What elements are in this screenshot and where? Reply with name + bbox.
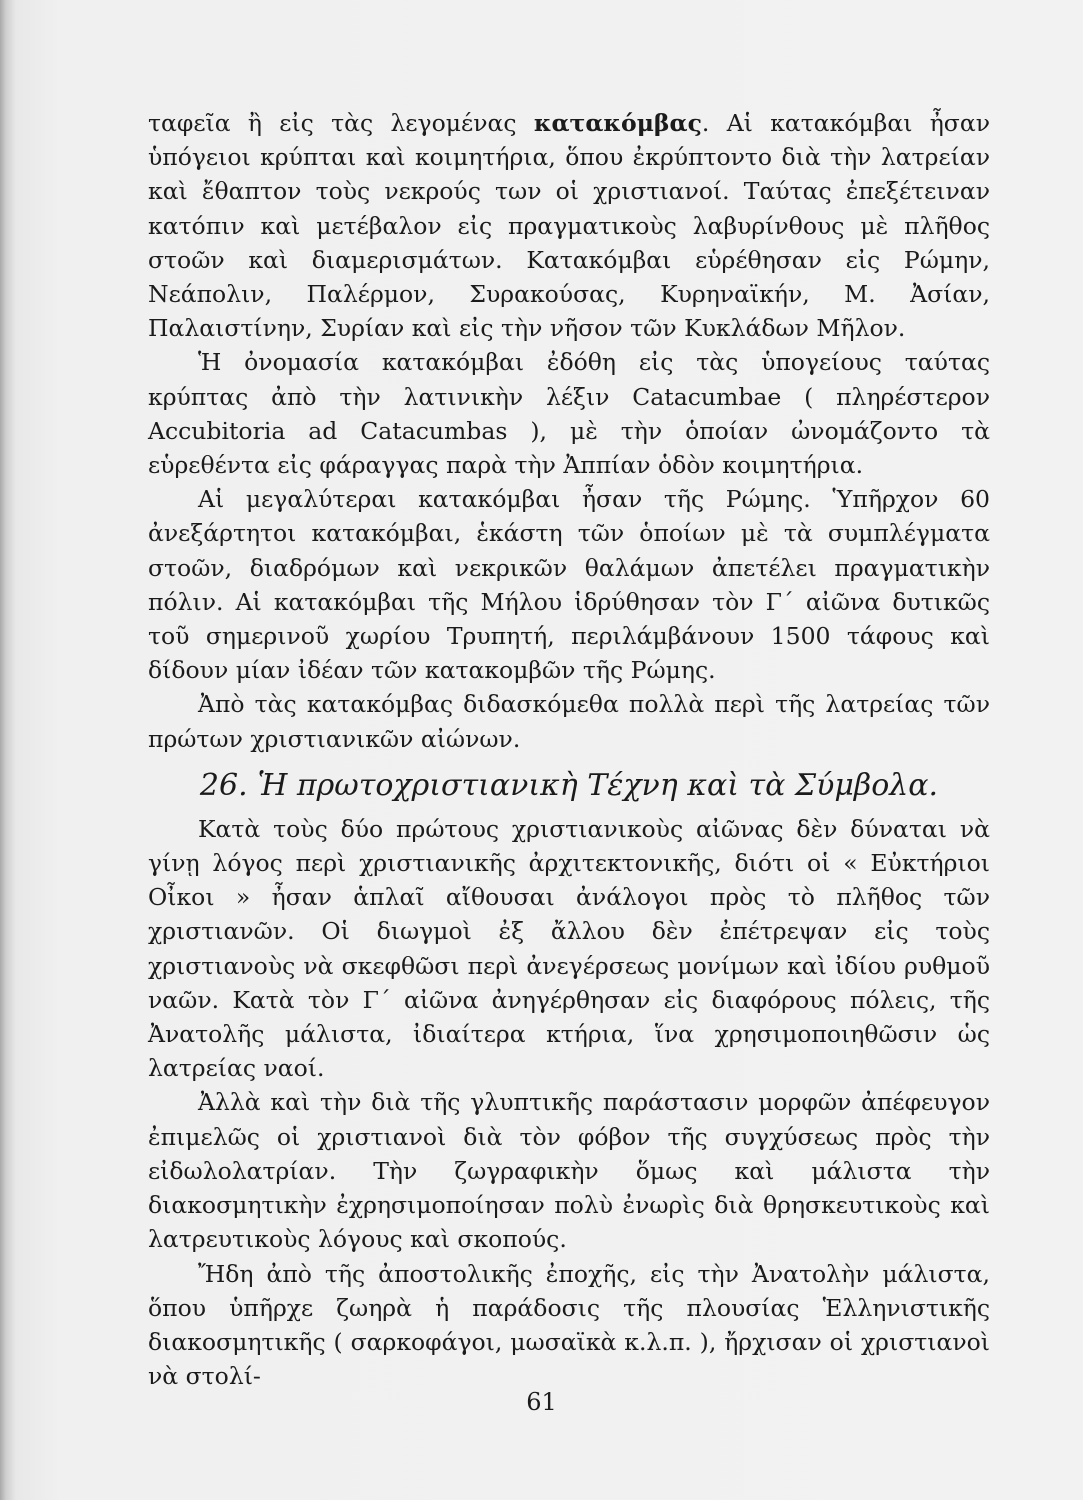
section-heading <box>148 766 990 806</box>
page-body <box>148 106 990 1393</box>
paragraph-name-origin: Ἡ ὀνομασία κατακόμβαι ἐδόθη εἰς τὰς ὑπογείους ταύτας κρύπτας ἀπὸ τὴν λατινικὴν λέξιν Catacumbae ( πληρέστερον Accubitoria ad Catacumbas ), μὲ τὴν ὁποίαν ὠνομάζοντο τὰ εὑρεθέντα εἰς φάραγγας παρὰ τὴν Ἀππίαν ὁδὸν κοιμητήρια. <box>148 348 990 480</box>
paragraph-catacombs-intro <box>148 106 990 345</box>
paragraph-text: . Αἱ κατακόμβαι ἦσαν ὑπόγειοι κρύπται καὶ κοιμητήρια, ὅπου ἐκρύπτοντο διὰ τὴν λατρείαν καὶ ἔθαπτον τοὺς νεκρούς των οἱ χριστιανοί. Ταύτας ἐπεξέτειναν κατόπιν καὶ μετέβαλον εἰς πραγματικοὺς λαβυρίνθους μὲ πλῆθος στοῶν καὶ διαμερισμάτων. Κατακόμβαι εὑρέθησαν εἰς Ρώμην, Νεάπολιν, Παλέρμον, Συρακούσας, Κυρηναϊκήν, Μ. Ἀσίαν, Παλαιστίνην, Συρίαν καὶ εἰς τὴν νῆσον τῶν Κυκλάδων Μῆλον. <box>148 109 990 343</box>
section-title: Ἡ πρωτοχριστιανικὴ Τέχνη καὶ τὰ Σύμβολα. <box>257 767 939 803</box>
paragraph-architecture: Κατὰ τοὺς δύο πρώτους χριστιανικοὺς αἰῶνας δὲν δύναται νὰ γίνῃ λόγος περὶ χριστιανικῆς ἀρχιτεκτονικῆς, διότι οἱ « Εὐκτήριοι Οἶκοι » ἦσαν ἁπλαῖ αἴθουσαι ἀνάλογοι πρὸς τὸ πλῆθος τῶν χριστιανῶν. Οἱ διωγμοὶ ἐξ ἄλλου δὲν ἐπέτρεψαν εἰς τοὺς χριστιανοὺς νὰ σκεφθῶσι περὶ ἀνεγέρσεως μονίμων καὶ ἰδίου ρυθμοῦ ναῶν. Κατὰ τὸν Γ´ αἰῶνα ἀνηγέρθησαν εἰς διαφόρους πόλεις, τῆς Ἀνατολῆς μάλιστα, ἰδιαίτερα κτήρια, ἵνα χρησιμοποιηθῶσιν ὡς λατρείας ναοί. <box>148 814 990 1083</box>
keyword-katakombas: κατακόμβας <box>533 109 702 137</box>
page-number: 61 <box>526 1388 557 1416</box>
section-number: 26. <box>199 767 248 803</box>
paragraph-worship-lessons: Ἀπὸ τὰς κατακόμβας διδασκόμεθα πολλὰ περὶ τῆς λατρείας τῶν πρώτων χριστιανικῶν αἰώνων. <box>148 690 990 753</box>
paragraph-text: ταφεῖα ἢ εἰς τὰς λεγομένας <box>148 109 534 137</box>
paragraph-sculpture-painting: Ἀλλὰ καὶ τὴν διὰ τῆς γλυπτικῆς παράστασιν μορφῶν ἀπέφευγον ἐπιμελῶς οἱ χριστιανοὶ διὰ τὸν φόβον τῆς συγχύσεως πρὸς τὴν εἰδωλολατρίαν. Τὴν ζωγραφικὴν ὅμως καὶ μάλιστα τὴν διακοσμητικὴν ἐχρησιμοποίησαν πολὺ ἐνωρὶς διὰ θρησκευτικοὺς καὶ λατρευτικοὺς λόγους καὶ σκοπούς. <box>148 1088 990 1254</box>
paragraph-rome-catacombs: Αἱ μεγαλύτεραι κατακόμβαι ἦσαν τῆς Ρώμης. Ὑπῆρχον 60 ἀνεξάρτητοι κατακόμβαι, ἑκάστη τῶν ὁποίων μὲ τὰ συμπλέγματα στοῶν, διαδρόμων καὶ νεκρικῶν θαλάμων ἀπετέλει πραγματικὴν πόλιν. Αἱ κατακόμβαι τῆς Μήλου ἱδρύθησαν τὸν Γ´ αἰῶνα δυτικῶς τοῦ σημερινοῦ χωρίου Τρυπητή, περιλάμβάνουν 1500 τάφους καὶ δίδουν μίαν ἰδέαν τῶν κατακομβῶν τῆς Ρώμης. <box>148 485 990 685</box>
paragraph-apostolic-era: Ἤδη ἀπὸ τῆς ἀποστολικῆς ἐποχῆς, εἰς τὴν Ἀνατολὴν μάλιστα, ὅπου ὑπῆρχε ζωηρὰ ἡ παράδοσις τῆς πλουσίας Ἑλληνιστικῆς διακοσμητικῆς ( σαρκοφάγοι, μωσαϊκὰ κ.λ.π. ), ἤρχισαν οἱ χριστιανοὶ νὰ στολί- <box>148 1259 990 1391</box>
